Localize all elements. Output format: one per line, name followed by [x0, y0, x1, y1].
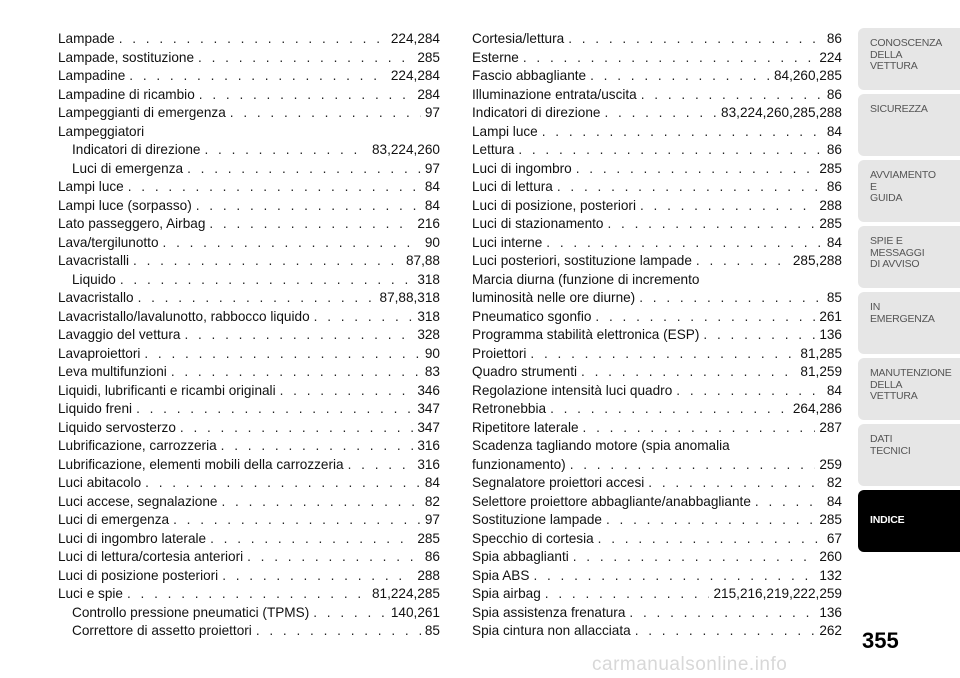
index-page-ref[interactable]: 85: [424, 623, 440, 638]
tab-label-line: MESSAGGI: [870, 246, 925, 259]
index-term: Spia assistenza frenatura: [472, 604, 626, 620]
index-term: Lampeggiatori: [58, 123, 145, 139]
index-term: Lato passeggero, Airbag: [58, 216, 206, 231]
index-term: Luci di posizione, posteriori: [472, 197, 636, 213]
dot-leader: [530, 345, 796, 364]
index-entry: [58, 511, 440, 530]
index-term: Lampadine: [58, 68, 126, 83]
index-term: Lampi luce: [58, 179, 124, 194]
index-term: Luci accese, segnalazione: [58, 493, 218, 509]
index-entry: [58, 326, 440, 345]
index-page-ref[interactable]: 81,285: [800, 345, 842, 361]
dot-leader: [247, 548, 421, 567]
index-term: Pneumatico sgonfio: [472, 308, 592, 324]
dot-leader: [518, 141, 823, 160]
index-page-ref[interactable]: 84: [424, 475, 440, 490]
index-entry: [472, 271, 842, 290]
dot-leader: [196, 197, 421, 216]
index-entry: [58, 234, 440, 253]
dot-leader: [583, 419, 816, 438]
index-page-ref[interactable]: 84: [826, 382, 842, 398]
index-entry: [472, 474, 842, 493]
index-page-ref[interactable]: 285,288: [792, 253, 842, 268]
section-tab-conoscenza-della-vettura[interactable]: [858, 28, 960, 90]
index-entry: [472, 326, 842, 345]
index-page-ref[interactable]: 132: [819, 567, 842, 583]
index-term: Lampi luce (sorpasso): [58, 197, 192, 213]
index-entry: [472, 67, 842, 86]
index-term: Retronebbia: [472, 401, 547, 416]
section-tab-indice[interactable]: [858, 490, 960, 552]
index-term: Luci di lettura/cortesia anteriori: [58, 549, 244, 564]
index-page-ref[interactable]: 216: [417, 216, 440, 231]
index-page-ref[interactable]: 86: [826, 31, 842, 46]
index-subentry: [58, 141, 440, 160]
index-entry: [58, 493, 440, 512]
index-term: Cortesia/lettura: [472, 31, 565, 46]
index-term: Scadenza tagliando motore (spia anomalia: [472, 438, 730, 453]
index-subentry: [58, 622, 440, 641]
index-entry: [472, 86, 842, 105]
dot-leader: [230, 104, 421, 123]
dot-leader: [595, 308, 815, 327]
index-page-ref[interactable]: 67: [826, 530, 842, 546]
section-tab-label: [870, 104, 952, 116]
index-entry: [472, 178, 842, 197]
index-entry: [472, 382, 842, 401]
tab-label-line: INDICE: [870, 514, 905, 527]
dot-leader: [163, 234, 421, 253]
tab-label-line: VETTURA: [870, 390, 918, 402]
index-entry: [58, 30, 440, 49]
index-entry: [58, 567, 440, 586]
index-entry: [58, 474, 440, 493]
index-term: Lava/tergilunotto: [58, 234, 159, 250]
index-page-ref[interactable]: 87,88: [405, 253, 440, 268]
dot-leader: [313, 604, 387, 623]
tab-label-line: EMERGENZA: [870, 312, 935, 325]
section-tab-label: [870, 236, 952, 271]
index-entry: [472, 511, 842, 530]
index-term: Lettura: [472, 142, 515, 157]
index-page-ref[interactable]: 97: [424, 512, 440, 527]
index-entry: [58, 67, 440, 86]
index-term: Esterne: [472, 49, 519, 65]
dot-leader: [221, 437, 414, 456]
index-term: Liquido servosterzo: [58, 419, 176, 435]
index-page-ref[interactable]: 288: [417, 567, 440, 583]
index-page-ref[interactable]: 318: [417, 308, 440, 324]
index-term: Specchio di cortesia: [472, 530, 594, 546]
index-page-ref[interactable]: 285: [819, 512, 842, 527]
index-term: Lavacristalli: [58, 253, 130, 268]
index-entry: [472, 493, 842, 512]
index-term: Spia abbaglianti: [472, 549, 569, 564]
index-term: Quadro strumenti: [472, 364, 578, 379]
index-term: Proiettori: [472, 345, 527, 361]
index-page-ref[interactable]: 136: [819, 604, 842, 620]
index-page-ref[interactable]: 83,224,260: [371, 142, 440, 157]
index-entry: [472, 234, 842, 253]
index-term: Spia cintura non allacciata: [472, 623, 631, 638]
index-entry: [58, 345, 440, 364]
dot-leader: [348, 456, 414, 475]
index-page-ref[interactable]: 140,261: [390, 604, 440, 620]
index-entry: [472, 49, 842, 68]
dot-leader: [138, 289, 376, 308]
dot-leader: [573, 548, 816, 567]
dot-leader: [576, 160, 816, 179]
dot-leader: [604, 104, 717, 123]
index-page-ref[interactable]: 81,224,285: [371, 586, 440, 601]
index-term: Correttore di assetto proiettori: [72, 623, 252, 638]
index-page-ref[interactable]: 316: [417, 456, 440, 472]
dot-leader: [676, 382, 823, 401]
index-column-right: [472, 30, 842, 641]
index-term: Lampi luce: [472, 123, 538, 139]
tab-label-line: TECNICI: [870, 444, 911, 457]
tab-label-line: CONOSCENZA: [870, 37, 943, 49]
index-page-ref[interactable]: 90: [424, 234, 440, 250]
index-page-ref[interactable]: 287: [819, 419, 842, 435]
index-page-ref[interactable]: 285: [417, 530, 440, 546]
index-page-ref[interactable]: 83,224,260,285,288: [721, 105, 842, 120]
dot-leader: [570, 456, 816, 475]
dot-leader: [209, 215, 413, 234]
index-page-ref[interactable]: 262: [819, 623, 842, 638]
index-entry: [58, 215, 440, 234]
index-entry: [58, 308, 440, 327]
index-term: Liquido freni: [58, 401, 133, 416]
index-term: Indicatori di direzione: [472, 105, 601, 120]
index-entry: [472, 197, 842, 216]
dot-leader: [568, 30, 823, 49]
dot-leader: [523, 49, 815, 68]
index-term: Luci di posizione posteriori: [58, 567, 219, 583]
page-number: 355: [862, 628, 899, 653]
section-tab-dati-tecnici[interactable]: [858, 424, 960, 486]
index-entry: [58, 585, 440, 604]
dot-leader: [222, 567, 413, 586]
index-page-ref[interactable]: 261: [819, 308, 842, 324]
index-page-ref[interactable]: 86: [826, 142, 842, 157]
index-subentry: [58, 271, 440, 290]
index-entry: [472, 289, 842, 308]
dot-leader: [120, 271, 413, 290]
index-term: Lavaproiettori: [58, 345, 141, 361]
section-tab-label: [870, 38, 952, 73]
index-term: Lubrificazione, elementi mobili della carrozzeria: [58, 456, 344, 472]
index-entry: [58, 437, 440, 456]
index-page-ref[interactable]: 136: [819, 327, 842, 342]
dot-leader: [545, 585, 710, 604]
dot-leader: [119, 30, 387, 49]
dot-leader: [635, 622, 816, 641]
index-term: Lampade, sostituzione: [58, 49, 195, 65]
index-term: Regolazione intensità luci quadro: [472, 382, 673, 398]
index-entry: [58, 104, 440, 123]
index-page-ref[interactable]: 97: [424, 160, 440, 176]
index-page-ref[interactable]: 87,88,318: [379, 290, 440, 305]
index-term: luminosità nelle ore diurne): [472, 290, 636, 305]
index-entry: [58, 456, 440, 475]
dot-leader: [755, 493, 823, 512]
index-term: Fascio abbagliante: [472, 68, 587, 83]
index-entry: [472, 308, 842, 327]
index-page-ref[interactable]: 86: [424, 549, 440, 564]
index-entry: [472, 160, 842, 179]
section-tab-avviamento-e-guida[interactable]: [858, 160, 960, 222]
section-tab-label: [870, 302, 952, 325]
dot-leader: [187, 160, 421, 179]
section-tab-label: [870, 170, 952, 205]
index-page-ref[interactable]: 215,216,219,222,259: [713, 586, 842, 601]
watermark: carmanualsonline.info: [592, 654, 788, 675]
index-page-ref[interactable]: 84: [826, 493, 842, 509]
index-term: Luci abitacolo: [58, 475, 142, 490]
dot-leader: [703, 326, 815, 345]
index-term: Luci di ingombro: [472, 160, 572, 176]
dot-leader: [629, 604, 815, 623]
dot-leader: [280, 382, 414, 401]
index-term: funzionamento): [472, 456, 566, 472]
index-entry: [58, 252, 440, 271]
dot-leader: [127, 585, 368, 604]
index-term: Sostituzione lampade: [472, 512, 602, 527]
index-page-ref[interactable]: 288: [819, 197, 842, 213]
index-term: Luci interne: [472, 234, 543, 250]
index-page-ref[interactable]: 86: [826, 86, 842, 102]
index-entry: [472, 604, 842, 623]
index-entry: [58, 530, 440, 549]
index-page-ref[interactable]: 285: [417, 49, 440, 65]
section-tab-label: [870, 515, 904, 527]
index-term: Segnalatore proiettori accesi: [472, 475, 645, 490]
section-tab-spie-e-messaggi-di-avviso[interactable]: [858, 226, 960, 288]
index-term: Lubrificazione, carrozzeria: [58, 438, 217, 453]
index-entry: [472, 215, 842, 234]
index-term: Liquidi, lubrificanti e ricambi originali: [58, 382, 276, 398]
index-page-ref[interactable]: 224,284: [390, 68, 440, 83]
index-page-ref[interactable]: 84: [424, 179, 440, 194]
index-page-ref[interactable]: 82: [826, 475, 842, 490]
dot-leader: [173, 511, 421, 530]
index-term: Leva multifunzioni: [58, 364, 167, 379]
index-term: Indicatori di direzione: [72, 142, 201, 157]
index-entry: [472, 345, 842, 364]
dot-leader: [696, 252, 789, 271]
dot-leader: [180, 419, 413, 438]
tab-label-line: GUIDA: [870, 192, 903, 204]
tab-label-line: E: [870, 180, 877, 193]
dot-leader: [557, 178, 823, 197]
index-term: Lampeggianti di emergenza: [58, 105, 226, 120]
dot-leader: [641, 86, 823, 105]
dot-leader: [590, 67, 770, 86]
dot-leader: [171, 363, 421, 382]
dot-leader: [210, 530, 413, 549]
tab-label-line: SPIE E: [870, 235, 903, 247]
dot-leader: [184, 326, 413, 345]
dot-leader: [204, 141, 367, 160]
index-term: Lampadine di ricambio: [58, 86, 195, 102]
index-entry: [472, 363, 842, 382]
index-term: Spia ABS: [472, 567, 530, 583]
index-page-ref[interactable]: 84: [826, 123, 842, 139]
index-entry: [58, 49, 440, 68]
index-entry: [58, 197, 440, 216]
dot-leader: [221, 493, 420, 512]
section-tabs: [858, 28, 960, 556]
index-entry: [472, 456, 842, 475]
index-entry: [472, 585, 842, 604]
index-entry: [472, 400, 842, 419]
index-term: Lavaggio del vettura: [58, 327, 181, 342]
dot-leader: [129, 67, 387, 86]
index-term: Marcia diurna (funzione di incremento: [472, 271, 700, 287]
index-column-left: [58, 30, 440, 641]
dot-leader: [581, 363, 796, 382]
tab-label-line: DELLA: [870, 48, 903, 61]
index-term: Controllo pressione pneumatici (TPMS): [72, 604, 310, 620]
dot-leader: [145, 474, 421, 493]
index-entry: [472, 530, 842, 549]
index-entry: [58, 363, 440, 382]
tab-label-line: DI AVVISO: [870, 258, 920, 270]
index-term: Lampade: [58, 31, 115, 46]
index-entry: [472, 30, 842, 49]
section-tab-sicurezza[interactable]: [858, 94, 960, 156]
index-entry: [58, 123, 440, 142]
index-term: Luci di emergenza: [72, 160, 184, 176]
dot-leader: [533, 567, 815, 586]
index-page-ref[interactable]: 86: [826, 179, 842, 194]
dot-leader: [133, 252, 402, 271]
index-entry: [58, 178, 440, 197]
index-term: Luci di lettura: [472, 179, 553, 194]
section-tab-in-emergenza[interactable]: [858, 292, 960, 354]
index-subentry: [58, 160, 440, 179]
dot-leader: [640, 197, 815, 216]
index-term: Ripetitore laterale: [472, 419, 579, 435]
index-page-ref[interactable]: 259: [819, 456, 842, 472]
index-term: Lavacristallo: [58, 290, 134, 305]
index-page-ref[interactable]: 318: [417, 271, 440, 287]
dot-leader: [639, 289, 823, 308]
index-page-ref[interactable]: 316: [417, 438, 440, 453]
tab-label-line: VETTURA: [870, 60, 918, 72]
dot-leader: [550, 400, 789, 419]
index-subentry: [58, 604, 440, 623]
index-entry: [472, 622, 842, 641]
section-tab-label: [870, 368, 952, 403]
index-page-ref[interactable]: 347: [417, 419, 440, 435]
index-entry: [472, 437, 842, 456]
index-entry: [58, 548, 440, 567]
index-term: Liquido: [72, 271, 116, 287]
index-page-ref[interactable]: 82: [424, 493, 440, 509]
index-term: Luci di emergenza: [58, 512, 170, 527]
dot-leader: [144, 345, 421, 364]
index-term: Luci e spie: [58, 586, 123, 601]
dot-leader: [314, 308, 414, 327]
dot-leader: [256, 622, 421, 641]
index-entry: [58, 400, 440, 419]
index-entry: [472, 567, 842, 586]
index-page-ref[interactable]: 328: [417, 327, 440, 342]
index-page-ref[interactable]: 84: [826, 234, 842, 250]
tab-label-line: DELLA: [870, 378, 903, 391]
dot-leader: [136, 400, 413, 419]
dot-leader: [546, 234, 823, 253]
index-page-ref[interactable]: 264,286: [792, 401, 842, 416]
index-page-ref[interactable]: 284: [417, 86, 440, 102]
index-page-ref[interactable]: 85: [826, 290, 842, 305]
index-term: Programma stabilità elettronica (ESP): [472, 327, 700, 342]
dot-leader: [128, 178, 421, 197]
index-page-ref[interactable]: 260: [819, 549, 842, 564]
index-page-ref[interactable]: 346: [417, 382, 440, 398]
tab-label-line: MANUTENZIONE: [870, 367, 952, 379]
index-page-ref[interactable]: 84,260,285: [773, 68, 842, 83]
index-term: Selettore proiettore abbagliante/anabbagliante: [472, 493, 751, 509]
dot-leader: [607, 215, 815, 234]
dot-leader: [542, 123, 823, 142]
tab-label-line: DATI: [870, 433, 893, 445]
tab-label-line: SICUREZZA: [870, 103, 928, 115]
section-tab-label: [870, 434, 952, 457]
index-entry: [472, 419, 842, 438]
index-term: Spia airbag: [472, 586, 541, 601]
index-page-ref[interactable]: 347: [417, 401, 440, 416]
index-page-ref[interactable]: 285: [819, 160, 842, 176]
dot-leader: [198, 49, 413, 68]
index-page-ref[interactable]: 97: [424, 105, 440, 120]
tab-label-line: IN: [870, 301, 881, 313]
index-entry: [58, 419, 440, 438]
section-tab-manutenzione-della-vettura[interactable]: [858, 358, 960, 420]
index-entry: [472, 252, 842, 271]
index-entry: [58, 382, 440, 401]
dot-leader: [199, 86, 414, 105]
dot-leader: [606, 511, 815, 530]
index-page-ref[interactable]: 285: [819, 216, 842, 231]
index-term: Luci di ingombro laterale: [58, 530, 207, 546]
index-entry: [472, 141, 842, 160]
index-entry: [472, 104, 842, 123]
index-term: Luci di stazionamento: [472, 216, 604, 231]
index-page-ref[interactable]: 84: [424, 197, 440, 213]
index-page-ref[interactable]: 224: [819, 49, 842, 65]
index-term: Illuminazione entrata/uscita: [472, 86, 637, 102]
dot-leader: [598, 530, 823, 549]
index-page-ref[interactable]: 81,259: [800, 364, 842, 379]
index-entry: [472, 548, 842, 567]
index-entry: [58, 289, 440, 308]
dot-leader: [648, 474, 823, 493]
index-term: Lavacristallo/lavalunotto, rabbocco liquido: [58, 308, 310, 324]
index-entry: [58, 86, 440, 105]
index-page-ref[interactable]: 90: [424, 345, 440, 361]
tab-label-line: AVVIAMENTO: [870, 169, 936, 181]
index-entry: [472, 123, 842, 142]
index-page-ref[interactable]: 83: [424, 364, 440, 379]
index-page-ref[interactable]: 224,284: [390, 31, 440, 46]
index-term: Luci posteriori, sostituzione lampade: [472, 253, 692, 268]
